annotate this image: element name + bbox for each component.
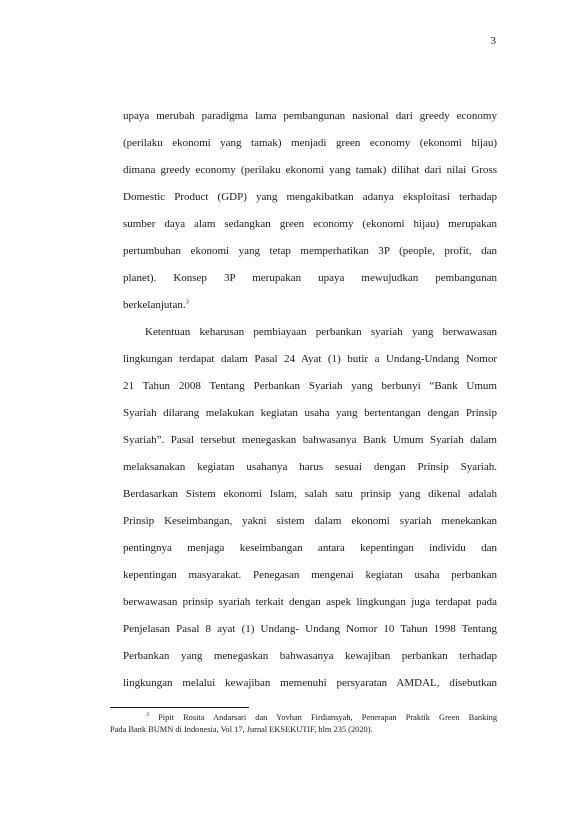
text-line — [123, 292, 497, 319]
text-line: lingkungan terdapat dalam Pasal 24 Ayat (1) butir a Undang-Undang Nomor — [123, 353, 497, 365]
body-text — [123, 103, 497, 697]
text-line: Syariah dilarang melakukan kegiatan usaha yang bertentangan dengan Prinsip — [123, 407, 497, 419]
text-line: upaya merubah paradigma lama pembangunan nasional dari greedy economy — [123, 110, 497, 122]
text-line: melaksanakan kegiatan usahanya harus sesuai dengan Prinsip Syariah. — [123, 461, 497, 473]
text-line: sumber daya alam sedangkan green economy (ekonomi hijau) merupakan — [123, 218, 497, 230]
text-segment: berkelanjutan. — [123, 299, 186, 311]
text-line: (perilaku ekonomi yang tamak) menjadi green economy (ekonomi hijau) — [123, 137, 497, 149]
page-number: 3 — [490, 35, 496, 47]
footnote-separator — [110, 707, 249, 708]
footnotes — [110, 712, 497, 736]
paragraph-1 — [123, 103, 497, 319]
text-line: 21 Tahun 2008 Tentang Perbankan Syariah yang berbunyi “Bank Umum — [123, 380, 497, 392]
text-line: pertumbuhan ekonomi yang tetap memperhatikan 3P (people, profit, dan — [123, 245, 497, 257]
text-line: Berdasarkan Sistem ekonomi Islam, salah satu prinsip yang dikenal adalah — [123, 488, 497, 500]
footnote-reference: 3 — [185, 298, 189, 306]
footnote-text: Pipit Rosita Andarsari dan Yovhan Firdiansyah, Penerapan Praktik Green Banking — [158, 713, 498, 722]
footnote-line: Pada Bank BUMN di Indonesia, Vol 17, Jurnal EKSEKUTIF, hlm 235 (2020). — [110, 725, 373, 734]
text-line: Penjelasan Pasal 8 ayat (1) Undang- Undang Nomor 10 Tahun 1998 Tentang — [123, 623, 497, 635]
paragraph-2 — [123, 319, 497, 697]
text-line: pentingnya menjaga keseimbangan antara kepentingan individu dan — [123, 542, 497, 554]
text-line: planet). Konsep 3P merupakan upaya mewujudkan pembangunan — [123, 272, 497, 284]
text-line: dimana greedy economy (perilaku ekonomi yang tamak) dilihat dari nilai Gross — [123, 164, 497, 176]
text-line: Prinsip Keseimbangan, yakni sistem dalam ekonomi syariah menekankan — [123, 515, 497, 527]
text-line: lingkungan melalui kewajiban memenuhi persyaratan AMDAL, disebutkan — [123, 677, 497, 689]
text-line: Perbankan yang menegaskan bahwasanya kewajiban perbankan terhadap — [123, 650, 497, 662]
footnote-marker: 3 — [146, 712, 149, 719]
text-line: berwawasan prinsip syariah terkait dengan aspek lingkungan juga terdapat pada — [123, 596, 497, 608]
text-line: kepentingan masyarakat. Penegasan mengenai kegiatan usaha perbankan — [123, 569, 497, 581]
text-line: Ketentuan keharusan pembiayaan perbankan syariah yang berwawasan — [145, 326, 497, 338]
text-line: Syariah”. Pasal tersebut menegaskan bahwasanya Bank Umum Syariah dalam — [123, 434, 497, 446]
footnote-line — [110, 712, 497, 724]
text-line: Domestic Product (GDP) yang mengakibatkan adanya eksploitasi terhadap — [123, 191, 497, 203]
